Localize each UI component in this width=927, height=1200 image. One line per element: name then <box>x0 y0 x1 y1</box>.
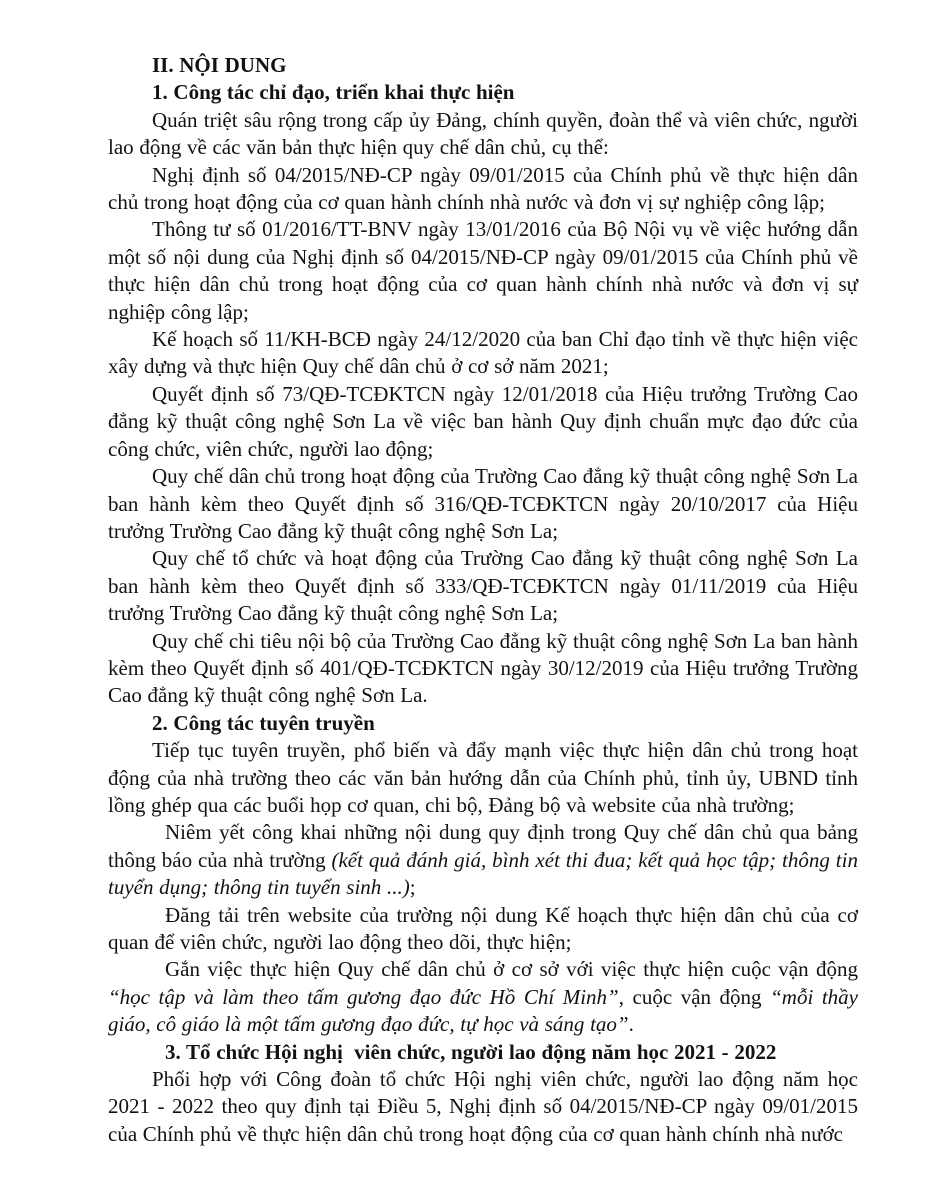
text-run: Quy chế dân chủ trong hoạt động của Trường Cao đẳng kỹ thuật công nghệ Sơn La ban hành kèm theo Quyết định số 316/QĐ-TCĐKTCN ngày 20/10/2017 của Hiệu trưởng Trường Cao đẳng kỹ thuật công nghệ Sơn La; <box>108 464 858 543</box>
text-run: Đăng tải trên website của trường nội dung Kế hoạch thực hiện dân chủ của cơ quan để viên chức, người lao động theo dõi, thực hiện; <box>108 902 858 954</box>
text-run: 2. Công tác tuyên truyền <box>152 710 375 735</box>
text-run: Quán triệt sâu rộng trong cấp ủy Đảng, chính quyền, đoàn thể và viên chức, người lao động về các văn bản thực hiện quy chế dân chủ, cụ thể: <box>108 107 858 160</box>
text-run: . <box>628 1012 634 1037</box>
section-heading <box>108 52 858 79</box>
text-run: Phối hợp với Công đoàn tổ chức Hội nghị viên chức, người lao động năm học 2021 - 2022 theo quy định tại Điều 5, Nghị định số 04/2015/NĐ-CP ngày 09/01/2015 của Chính phủ về thực hiện dân chủ trong hoạt động của cơ quan hành chính nhà nước <box>108 1067 858 1146</box>
text-run: Kế hoạch số 11/KH-BCĐ ngày 24/12/2020 của ban Chỉ đạo tỉnh về thực hiện việc xây dựng và thực hiện Quy chế dân chủ ở cơ sở năm 2021; <box>108 327 858 379</box>
section-heading <box>108 1039 858 1066</box>
text-run: Nghị định số 04/2015/NĐ-CP ngày 09/01/2015 của Chính phủ về thực hiện dân chủ trong hoạt động của cơ quan hành chính nhà nước và đơn vị sự nghiệp công lập; <box>108 162 858 215</box>
paragraph <box>108 326 858 381</box>
paragraph <box>108 162 858 217</box>
text-run: Quy chế tổ chức và hoạt động của Trường Cao đẳng kỹ thuật công nghệ Sơn La ban hành kèm theo Quyết định số 333/QĐ-TCĐKTCN ngày 01/11/2019 của Hiệu trưởng Trường Cao đẳng kỹ thuật công nghệ Sơn La; <box>108 546 858 626</box>
text-run: Quy chế chi tiêu nội bộ của Trường Cao đẳng kỹ thuật công nghệ Sơn La ban hành kèm theo Quyết định số 401/QĐ-TCĐKTCN ngày 30/12/2019 của Hiệu trưởng Trường Cao đẳng kỹ thuật công nghệ Sơn La. <box>108 628 858 708</box>
text-run: , cuộc vận động <box>618 984 771 1009</box>
text-run: 3. Tổ chức Hội nghị viên chức, người lao động năm học 2021 - 2022 <box>165 1039 777 1064</box>
text-run: Gắn việc thực hiện Quy chế dân chủ ở cơ sở với việc thực hiện cuộc vận động <box>165 957 858 982</box>
paragraph <box>108 628 858 710</box>
paragraph <box>108 737 858 819</box>
text-run: ; <box>409 875 416 900</box>
italic-text-run: (kết quả đánh giá, bình xét thi đua; kết quả học tập; thông tin tuyển dụng; thông tin tuyển sinh ...) <box>108 847 858 900</box>
text-run: 1. Công tác chỉ đạo, triển khai thực hiện <box>152 80 515 105</box>
italic-text-run: “học tập và làm theo tấm gương đạo đức Hồ Chí Minh” <box>108 984 619 1009</box>
section-heading <box>108 710 858 737</box>
paragraph <box>108 819 858 901</box>
paragraph <box>108 216 858 326</box>
section-heading <box>108 79 858 106</box>
paragraph <box>108 902 858 957</box>
italic-text-run: “mỗi thầy giáo, cô giáo là một tấm gương đạo đức, tự học và sáng tạo” <box>108 984 858 1037</box>
text-run: Niêm yết công khai những nội dung quy định trong Quy chế dân chủ qua bảng thông báo của nhà trường <box>108 820 858 872</box>
paragraph <box>108 1066 858 1148</box>
paragraph <box>108 545 858 627</box>
text-run: Quyết định số 73/QĐ-TCĐKTCN ngày 12/01/2018 của Hiệu trưởng Trường Cao đẳng kỹ thuật công nghệ Sơn La về việc ban hành Quy định chuẩn mực đạo đức của công chức, viên chức, người lao động; <box>108 381 858 461</box>
document-body <box>108 52 858 1148</box>
text-run: Thông tư số 01/2016/TT-BNV ngày 13/01/2016 của Bộ Nội vụ về việc hướng dẫn một số nội dung của Nghị định số 04/2015/NĐ-CP ngày 09/01/2015 của Chính phủ về thực hiện dân chủ trong hoạt động của cơ quan hành chính nhà nước và đơn vị sự nghiệp công lập; <box>108 217 858 324</box>
paragraph <box>108 381 858 463</box>
text-run: Tiếp tục tuyên truyền, phổ biến và đẩy mạnh việc thực hiện dân chủ trong hoạt động của nhà trường theo các văn bản hướng dẫn của Chính phủ, tỉnh ủy, UBND tỉnh lồng ghép qua các buổi họp cơ quan, chi bộ, Đảng bộ và website của nhà trường; <box>108 738 858 817</box>
text-run: II. NỘI DUNG <box>152 53 287 77</box>
paragraph <box>108 956 858 1038</box>
paragraph <box>108 107 858 162</box>
paragraph <box>108 463 858 545</box>
